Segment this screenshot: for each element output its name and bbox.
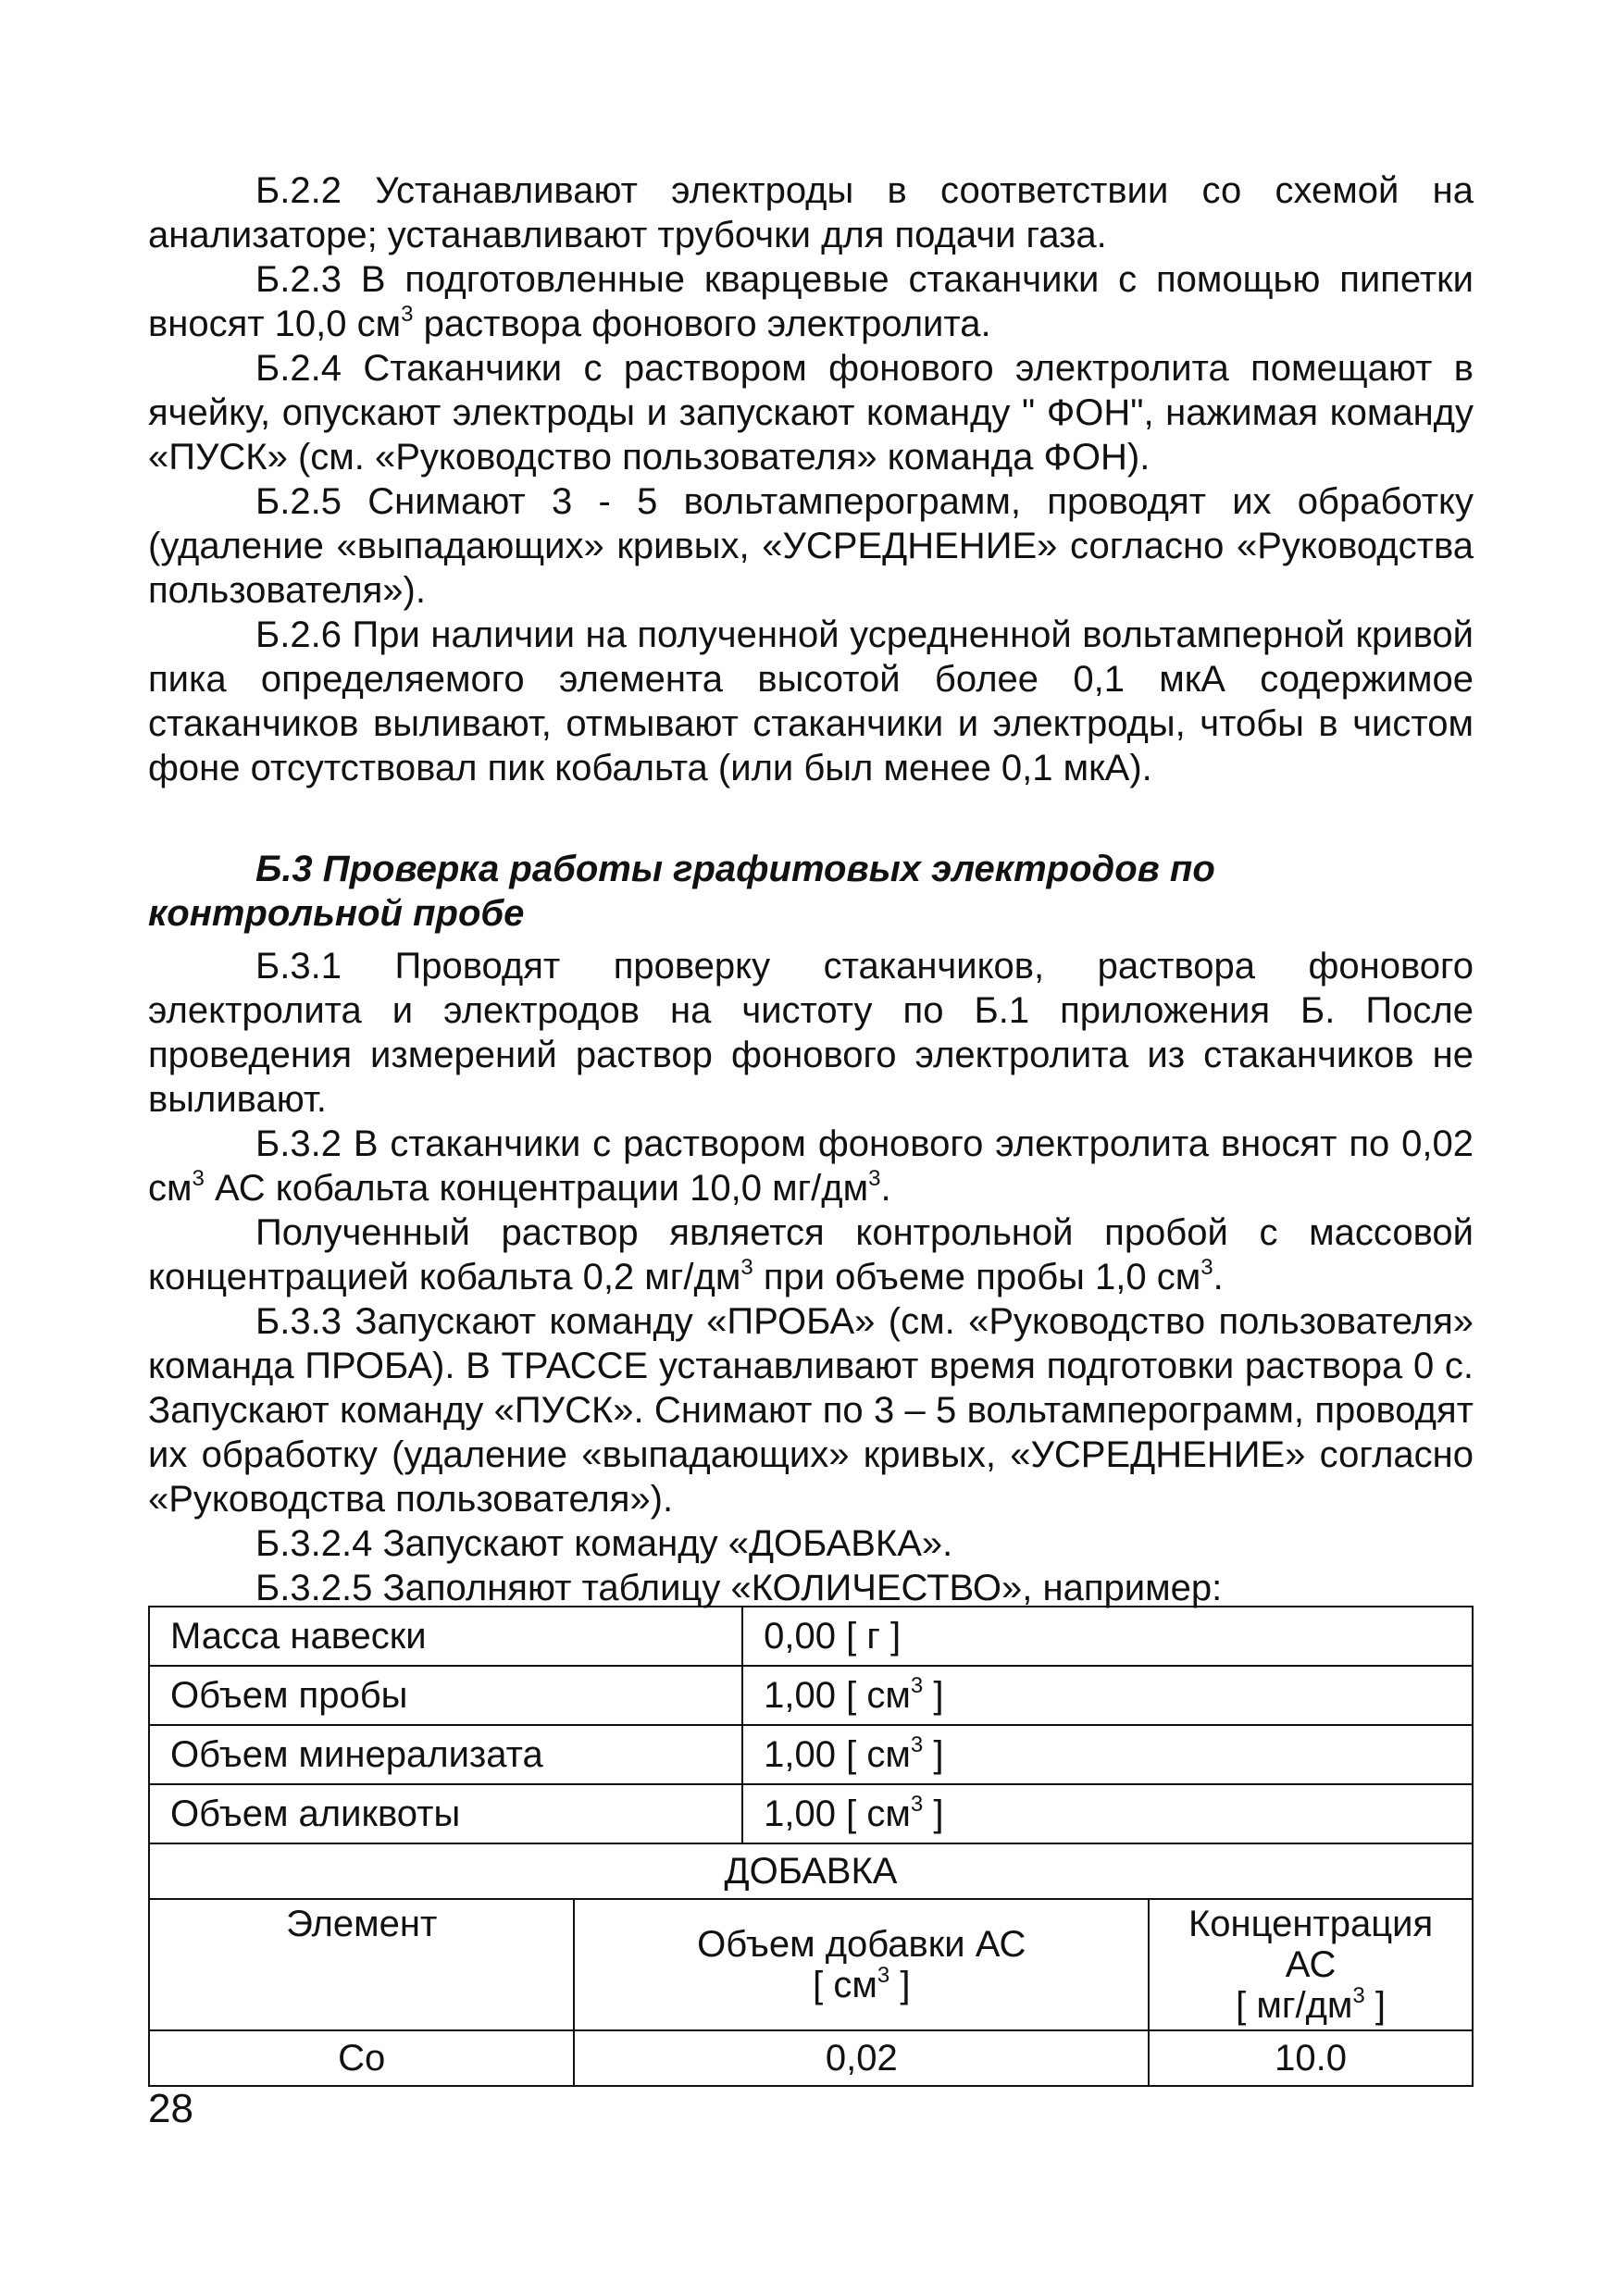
table-cell-label: Объем пробы	[149, 1666, 742, 1725]
paragraph-b3-3: Б.3.3 Запускают команду «ПРОБА» (см. «Руководство пользователя» команда ПРОБА). В ТРАССЕ устанавливают время подготовки раствора 0 с. Запускают команду «ПУСК». Снимают по 3 – 5 вольтамперограмм, проводят их обработку (удаление «выпадающих» кривых, «УСРЕДНЕНИЕ» согласно «Руководства пользователя»).	[148, 1301, 1474, 1520]
table-row	[149, 1666, 1473, 1725]
paragraph-b3-2: Б.3.2 В стаканчики с раствором фонового электролита вносят по 0,02 $см^3$ АС кобальта концентрации 10,0 $мг/дм^3$.	[148, 1123, 1474, 1209]
addition-header: ДОБАВКА	[149, 1843, 1473, 1899]
paragraph-b2-3: Б.2.3 В подготовленные кварцевые стаканчики с помощью пипетки вносят 10,0 $см^3$ раствора фонового электролита.	[148, 259, 1474, 344]
page-number: 28	[148, 2086, 193, 2131]
table-cell-value: 1,00 [ $см^3$ ]	[742, 1725, 1473, 1784]
table-cell-element: Co	[149, 2030, 574, 2086]
paragraph-b2-5: Б.2.5 Снимают 3 - 5 вольтамперограмм, проводят их обработку (удаление «выпадающих» кривых, «УСРЕДНЕНИЕ» согласно «Руководства пользователя»).	[148, 481, 1474, 611]
table-cell-value: 1,00 [ $см^3$ ]	[742, 1666, 1473, 1725]
table-row	[149, 2030, 1473, 2086]
table-cell-value: 0,00 [ г ]	[742, 1607, 1473, 1666]
table-cell-value: 1,00 [ $см^3$ ]	[742, 1784, 1473, 1843]
table-cell-concentration: 10.0	[1149, 2030, 1473, 2086]
column-header-concentration: Концентрация АС [ $мг/дм^3$ ]	[1149, 1899, 1473, 2030]
paragraph-b3-2-4: Б.3.2.4 Запускают команду «ДОБАВКА».	[255, 1523, 953, 1564]
table-row	[149, 1725, 1473, 1784]
paragraph-b3-1: Б.3.1 Проводят проверку стаканчиков, раствора фонового электролита и электродов на чистоту по Б.1 приложения Б. После проведения измерений раствор фонового электролита из стаканчиков не выливают.	[148, 946, 1474, 1120]
table-cell-label: Объем аликвоты	[149, 1784, 742, 1843]
paragraph-control-sample: Полученный раствор является контрольной пробой с массовой концентрацией кобальта 0,2 $мг/дм^3$ при объеме пробы 1,0 $см^3$.	[148, 1212, 1474, 1297]
table-cell-label: Объем минерализата	[149, 1725, 742, 1784]
quantity-table	[148, 1606, 1474, 2087]
paragraph-b3-2-5: Б.3.2.5 Заполняют таблицу «КОЛИЧЕСТВО», например:	[255, 1568, 1223, 1608]
table-row	[149, 1784, 1473, 1843]
table-header-row	[149, 1899, 1473, 2030]
section-b2-text	[148, 168, 1474, 790]
table-row	[149, 1843, 1473, 1899]
table-cell-volume: 0,02	[574, 2030, 1149, 2086]
column-header-volume: Объем добавки АС [ $см^3$ ]	[574, 1899, 1149, 2030]
table-cell-label: Масса навески	[149, 1607, 742, 1666]
section-title-b3: Б.3 Проверка работы графитовых электродов по контрольной пробе	[148, 849, 1215, 934]
column-header-element: Элемент	[149, 1899, 574, 2030]
paragraph-b2-2: Б.2.2 Устанавливают электроды в соответствии со схемой на анализаторе; устанавливают трубочки для подачи газа.	[148, 170, 1474, 255]
paragraph-b2-6: Б.2.6 При наличии на полученной усредненной вольтамперной кривой пика определяемого элемента высотой более 0,1 мкА содержимое стаканчиков выливают, отмывают стаканчики и электроды, чтобы в чистом фоне отсутствовал пик кобальта (или был менее 0,1 мкА).	[148, 614, 1474, 788]
table-row	[149, 1607, 1473, 1666]
section-b3-text	[148, 944, 1474, 1610]
paragraph-b2-4: Б.2.4 Стаканчики с раствором фонового электролита помещают в ячейку, опускают электроды и запускают команду " ФОН", нажимая команду «ПУСК» (см. «Руководство пользователя» команда ФОН).	[148, 348, 1474, 478]
